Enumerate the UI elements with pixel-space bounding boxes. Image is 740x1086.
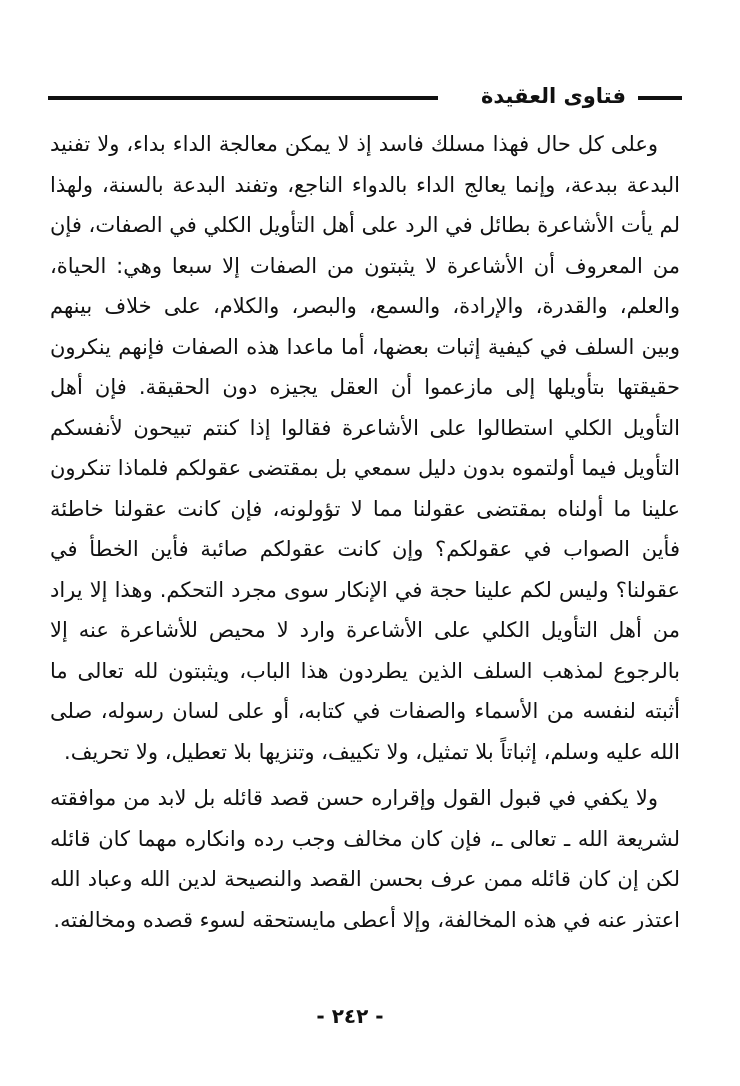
book-title: فتاوى العقيدة — [481, 84, 626, 108]
page-number: - ٢٤٢ - — [316, 1004, 384, 1028]
header-rule-short — [638, 96, 682, 100]
page-body — [50, 124, 680, 940]
paragraph-2: ولا يكفي في قبول القول وإقراره حسن قصد قائله بل لابد من موافقته لشريعة الله ـ تعالى ـ، فإن كان مخالف وجب رده وانكاره مهما كان قائله لكن إن كان قائله ممن عرف بحسن القصد والنصيحة لدين الله وعباد الله اعتذر عنه في هذه المخالفة، وإلا أعطى مايستحقه لسوء قصده ومخالفته. — [50, 786, 680, 932]
running-header — [48, 82, 682, 112]
paragraph-1: وعلى كل حال فهذا مسلك فاسد إذ لا يمكن معالجة الداء بداء، ولا تفنيد البدعة ببدعة، وإنما يعالج الداء بالدواء الناجع، وتفند البدعة بالسنة، ولهذا لم يأت الأشاعرة بطائل في الرد على أهل التأويل الكلي في الصفات، فإن من المعروف أن الأشاعرة لا يثبتون من الصفات إلا سبعا وهي: الحياة، والعلم، والقدرة، والإرادة، والسمع، والبصر، والكلام، على خلاف بينهم وبين السلف في كيفية إثبات بعضها، أما ماعدا هذه الصفات فإنهم ينكرون حقيقتها بتأويلها إلى مازعموا أن العقل يجيزه دون الحقيقة. فإن أهل التأويل الكلي استطالوا على الأشاعرة فقالوا إذا كنتم تبيحون لأنفسكم التأويل فيما أولتموه بدون دليل سمعي بل بمقتضى عقولكم فلماذا تنكرون علينا ما أولناه بمقتضى عقولنا مما لا تؤولونه، فإن كانت عقولنا خاطئة فأين الصواب في عقولكم؟ وإن كانت عقولكم صائبة فأين الخطأ في عقولنا؟ وليس لكم علينا حجة في الإنكار سوى مجرد التحكم. وهذا إلا يراد من أهل التأويل الكلي على الأشاعرة وارد لا محيص للأشاعرة عنه إلا بالرجوع لمذهب السلف الذين يطردون هذا الباب، ويثبتون لله تعالى ما أثبته لنفسه من الأسماء والصفات في كتابه، أو على لسان رسوله، صلى الله عليه وسلم، إثباتاً بلا تمثيل، ولا تكييف، وتنزيها بلا تعطيل، ولا تحريف. — [50, 132, 680, 764]
header-rule-long — [48, 96, 438, 100]
